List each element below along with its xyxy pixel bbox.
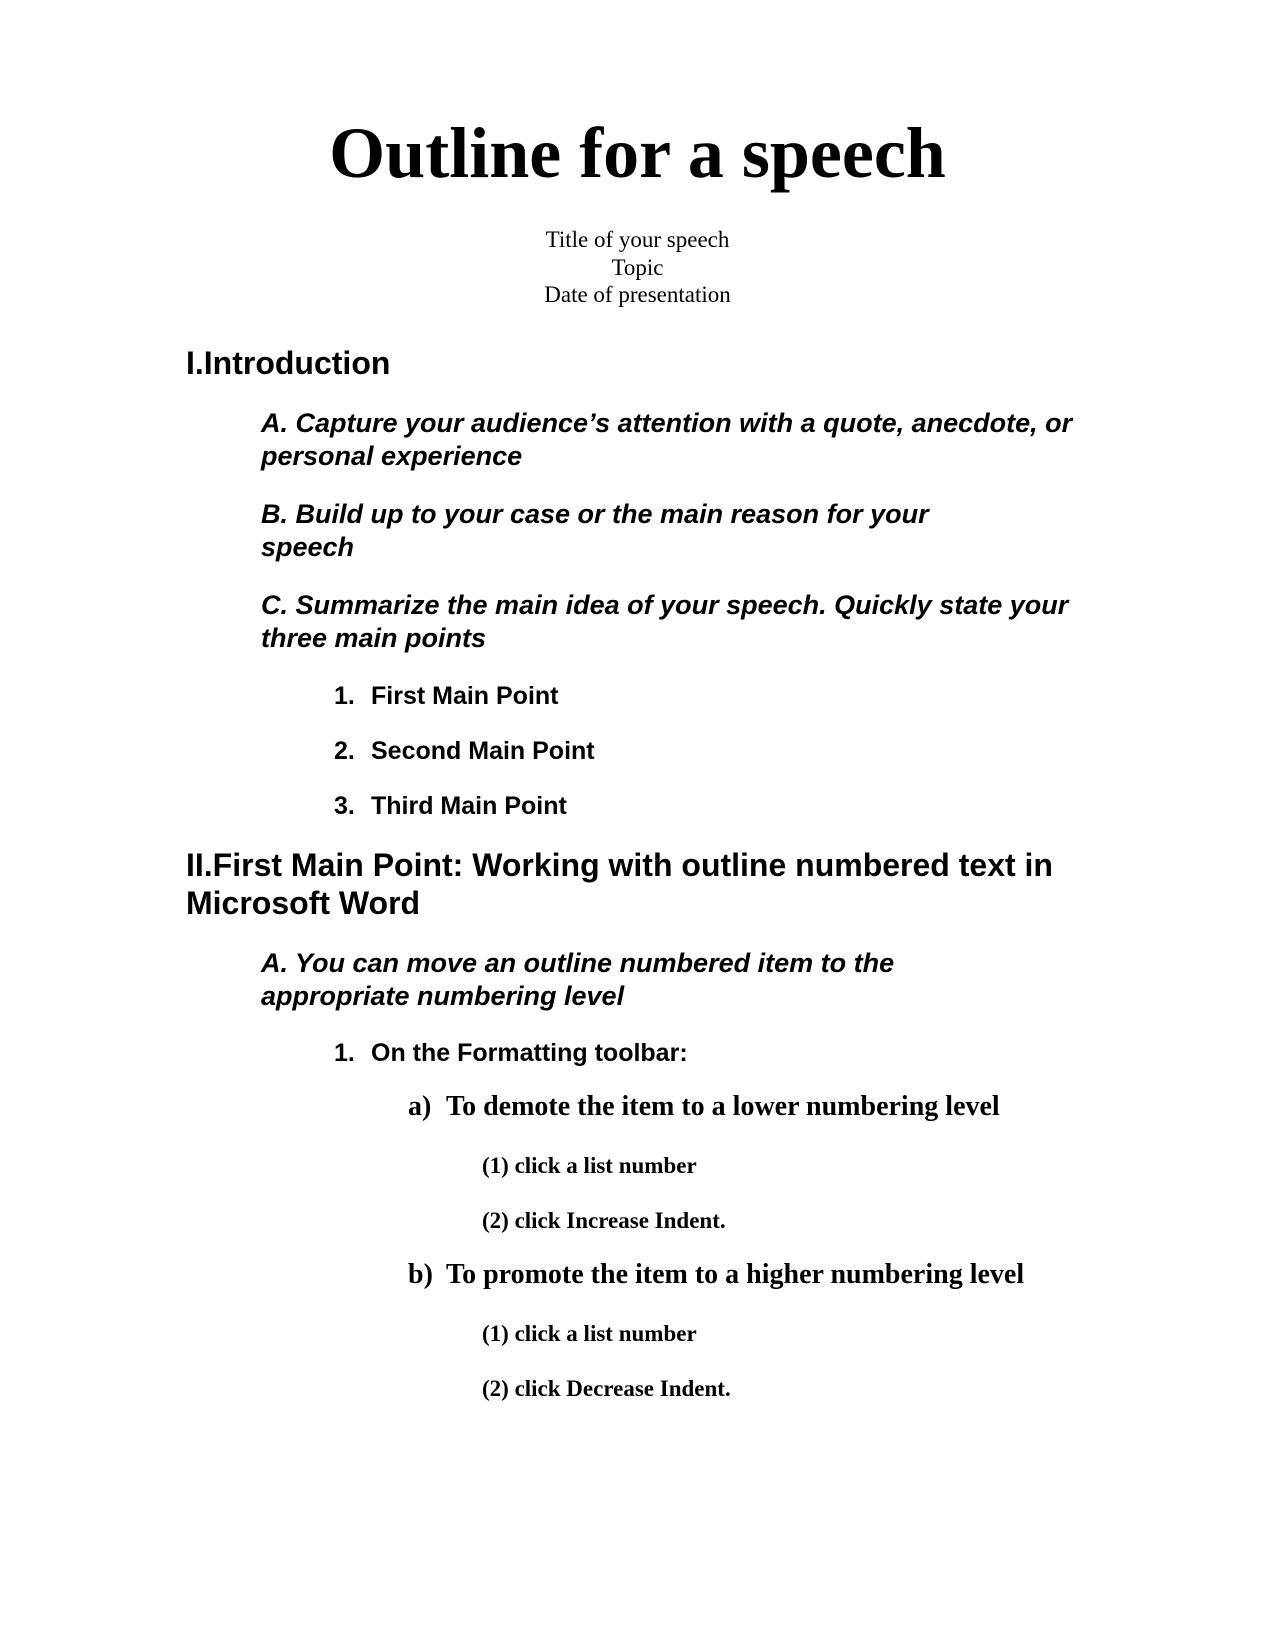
demote-step-1: (1) click a list number bbox=[482, 1153, 697, 1178]
demote-step-2: (2) click Increase Indent. bbox=[482, 1208, 726, 1233]
list-number: 1. bbox=[334, 682, 355, 710]
list-number: 2. bbox=[334, 737, 355, 765]
list-number: 3. bbox=[334, 792, 355, 820]
list-text: Third Main Point bbox=[371, 792, 567, 820]
main-point-2 bbox=[334, 736, 595, 766]
date-line: Date of presentation bbox=[544, 282, 731, 307]
list-text: Second Main Point bbox=[371, 737, 595, 765]
list-number: 1. bbox=[334, 1039, 355, 1067]
formatting-toolbar-point bbox=[334, 1038, 688, 1068]
promote-step-1: (1) click a list number bbox=[482, 1321, 697, 1346]
section-heading-introduction: I.Introduction bbox=[186, 345, 391, 381]
main-point-3 bbox=[334, 791, 567, 821]
list-text: On the Formatting toolbar: bbox=[371, 1039, 688, 1067]
list-letter: b) bbox=[408, 1259, 433, 1290]
intro-item-b: B. Build up to your case or the main reason for your speech bbox=[261, 499, 929, 562]
topic-line: Topic bbox=[611, 255, 664, 280]
intro-item-a: A. Capture your audience’s attention with a quote, anecdote, or personal experience bbox=[261, 408, 1073, 471]
promote-step-2: (2) click Decrease Indent. bbox=[482, 1376, 731, 1401]
list-letter: a) bbox=[408, 1091, 432, 1122]
promote-subpoint bbox=[408, 1258, 1024, 1292]
section-two-item-a: A. You can move an outline numbered item to the appropriate numbering level bbox=[261, 948, 895, 1011]
document-title: Outline for a speech bbox=[329, 113, 946, 193]
list-text: First Main Point bbox=[371, 682, 559, 710]
section-heading-first-main-point: II.First Main Point: Working with outline numbered text in Microsoft Word bbox=[186, 847, 1053, 921]
speech-title-line: Title of your speech bbox=[545, 227, 730, 252]
demote-subpoint bbox=[408, 1090, 1000, 1124]
list-text: To promote the item to a higher numbering level bbox=[446, 1259, 1025, 1290]
main-point-1 bbox=[334, 681, 559, 711]
intro-item-c: C. Summarize the main idea of your speech. Quickly state your three main points bbox=[261, 590, 1069, 653]
list-text: To demote the item to a lower numbering level bbox=[446, 1091, 1000, 1122]
